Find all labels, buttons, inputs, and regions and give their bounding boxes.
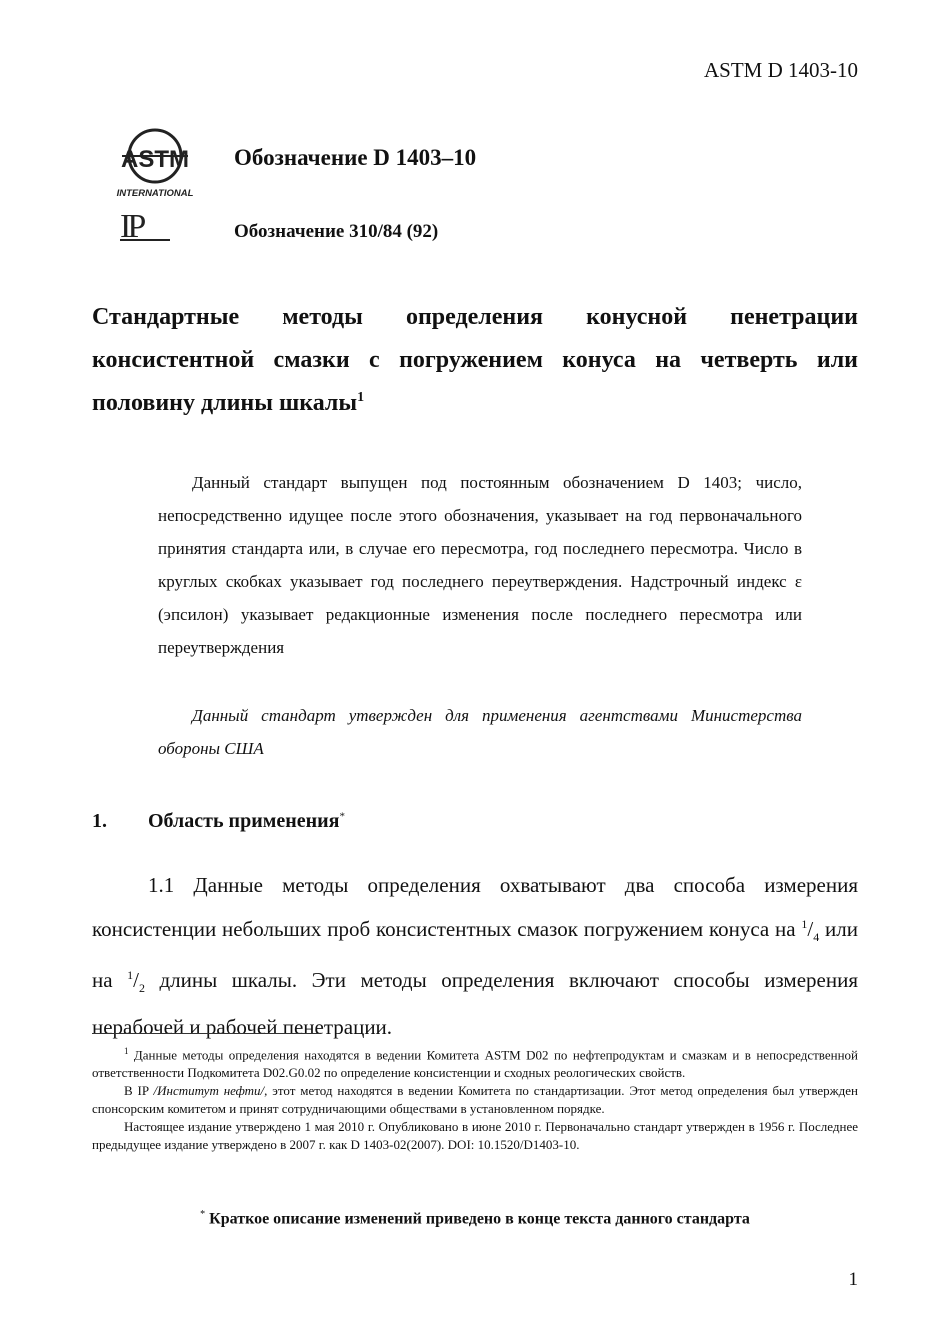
paragraph-1-1: 1.1 Данные методы определения охватывают два способа измерения консистенции небольших проб консистентных смазок погружением конуса на $^1/_4$ или на $^1/_2$ длины шкалы. Эти методы определения включают способы измерения нерабочей и рабочей пенетрации. <box>92 873 858 1039</box>
page-number: 1 <box>848 1269 858 1290</box>
designation-ip: Обозначение 310/84 (92) <box>234 221 439 242</box>
title-text: Стандартные методы определения конусной пенетрации консистентной смазки с погружением конуса на четверть или половину длины шкалы <box>92 304 858 416</box>
para-tail: длины шкалы. Эти методы определения включают способы измерения нерабочей и рабочей пенетрации. <box>92 968 858 1039</box>
footnote-edition: Настоящее издание утверждено 1 мая 2010 г. Опубликовано в июне 2010 г. Первоначально стандарт утвержден в 1956 г. Последнее предыдущее издание утверждено в 2007 г. как D 1403-02(2007). DOI: 10.1520/D1403-10. <box>92 1119 858 1153</box>
para-mid: или на <box>92 916 858 993</box>
designation-notice: Данный стандарт выпущен под постоянным обозначением D 1403; число, непосредственно идущее после этого обозначения, указывает на год первоначального принятия стандарта или, в случае его пересмотра, год последнего пересмотра. Число в круглых скобках указывает год последнего переутверждения. Надстрочный индекс ε (эпсилон) указывает редакционные изменения после последнего пересмотра или переутверждения <box>158 473 802 657</box>
designation-main: Обозначение D 1403–10 <box>234 145 477 170</box>
section-title-text: Область применения <box>148 810 340 832</box>
footnote-1 <box>92 1042 858 1082</box>
section-number: 1. <box>92 810 107 832</box>
footnote-ip-italic: /Институт нефти/ <box>153 1083 265 1099</box>
ip-logo-text: IP <box>120 208 143 245</box>
footnote-ip-post: , этот метод находятся в ведении Комитета по стандартизации. Этот метод определения был утвержден спонсорским комитетом и принят сотрудничающими обществами в установленном порядке. <box>92 1083 858 1117</box>
section-title <box>148 810 345 833</box>
frac1-num: 1 <box>801 916 808 931</box>
title-footnote-mark: 1 <box>357 390 365 405</box>
section-title-mark: * <box>339 810 345 823</box>
footnote-star-text: Краткое описание изменений приведено в конце текста данного стандарта <box>209 1210 750 1228</box>
astm-international-text: INTERNATIONAL <box>116 188 194 199</box>
footnote-star-mark: * <box>200 1209 206 1220</box>
footnote-ip-pre: В IP <box>124 1083 154 1099</box>
footnote-1-text: Данные методы определения находятся в ведении Комитета ASTM D02 по нефтепродуктам и смазкам и в непосредственной ответственности Подкомитета D02.G0.02 по определение консистенции и сходных реологических свойств. <box>92 1047 858 1081</box>
astm-logo <box>112 128 198 200</box>
frac2-num: 1 <box>127 968 134 983</box>
frac2-den: 2 <box>138 981 145 996</box>
footnote-changes <box>92 1209 858 1228</box>
footnote-ip <box>92 1082 858 1118</box>
approval-statement: Данный стандарт утвержден для применения агентствами Министерства обороны США <box>158 706 802 758</box>
footnote-1-mark: 1 <box>124 1046 129 1056</box>
footnote-divider <box>92 1033 320 1034</box>
document-code: ASTM D 1403-10 <box>703 58 858 82</box>
ip-logo <box>118 205 178 245</box>
frac1-den: 4 <box>813 929 820 944</box>
footnotes <box>92 1042 858 1154</box>
astm-logo-text: ASTM <box>121 146 189 173</box>
para-lead: 1.1 Данные методы определения охватывают два способа измерения консистенции небольших проб консистентных смазок погружением конуса на <box>92 873 858 941</box>
document-title <box>92 296 858 425</box>
